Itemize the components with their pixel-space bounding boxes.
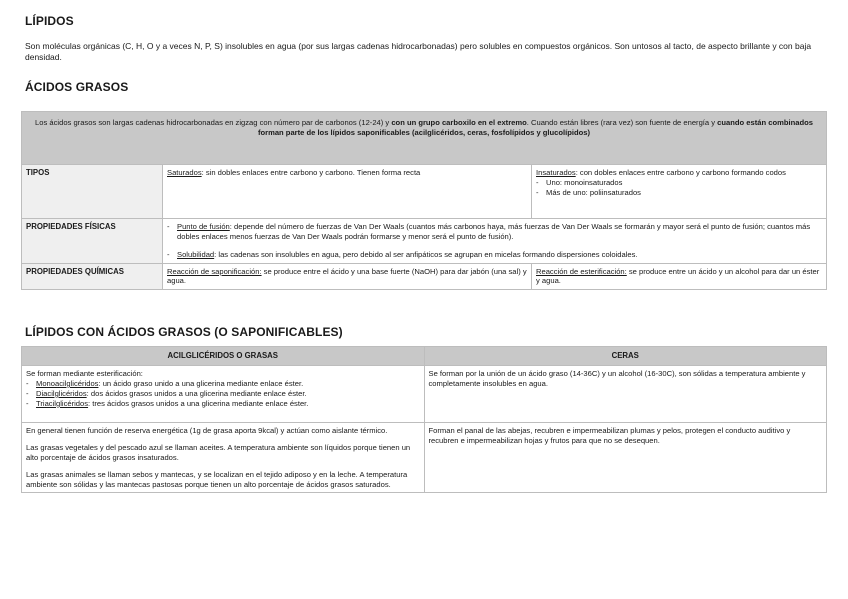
tipos-row <box>22 165 827 219</box>
saturados-term: Saturados <box>167 168 202 177</box>
acil-paragraph: Las grasas animales se llaman sebos y mantecas, y se localizan en el tejido adiposo y en la leche. A temperatura ambiente son sólidas y las mantecas pastosas porque tienen un alto porcentaje de ácidos grasos saturados. <box>26 469 408 489</box>
saponificables-table <box>21 346 827 493</box>
intro-text-b: con un grupo carboxilo en el extremo <box>391 118 527 127</box>
acidos-grasos-heading: ÁCIDOS GRASOS <box>25 80 129 94</box>
quimicas-label: PROPIEDADES QUÍMICAS <box>22 263 163 290</box>
acidos-grasos-table <box>21 111 827 290</box>
di-text: : dos ácidos grasos unidos a una glicerina mediante enlace éster. <box>86 388 307 398</box>
saponificacion-term: Reacción de saponificación: <box>167 266 262 276</box>
list-item <box>26 389 420 399</box>
intro-text-c: . Cuando están libres (rara vez) son fuente de energía y <box>526 118 716 127</box>
table-row <box>22 423 827 493</box>
intro-text-d: cuando están combinados forman parte de los lípidos saponificables (acilglicéridos, ceras, fosfolípidos y glucolípidos) <box>257 118 813 137</box>
acilgliceridos-formacion-cell <box>22 366 425 423</box>
mono-text: : un ácido graso unido a una glicerina mediante enlace éster. <box>98 378 304 388</box>
acil-intro: Se forman mediante esterificación: <box>26 369 143 379</box>
list-item <box>26 379 420 389</box>
esterificacion-term: Reacción de esterificación: <box>536 266 627 276</box>
lipidos-heading: LÍPIDOS <box>25 14 74 28</box>
acilgliceridos-funcion-cell <box>22 423 425 493</box>
fisicas-list <box>167 222 822 260</box>
saturados-cell <box>163 165 532 219</box>
solubilidad-term: Solubilidad <box>177 249 215 259</box>
acidos-grasos-intro <box>22 112 827 165</box>
ceras-funcion-cell: Forman el panal de las abejas, recubren e impermeabilizan plumas y pelos, protegen el conducto auditivo y recubren e impermeabilizan hojas y frutos para que no se desequen. <box>424 423 827 493</box>
fisicas-label: PROPIEDADES FÍSICAS <box>22 219 163 264</box>
table-row <box>22 366 827 423</box>
list-item: - Más de uno: poliinsaturados <box>536 188 822 198</box>
tri-text: : tres ácidos grasos unidos a una glicerina mediante enlace éster. <box>88 398 309 408</box>
esterificacion-cell <box>532 263 827 290</box>
quimicas-row <box>22 263 827 290</box>
acil-paragraph: Las grasas vegetales y del pescado azul se llaman aceites. A temperatura ambiente son líquidos porque tienen un alto porcentaje de ácidos grasos insaturados. <box>26 442 411 462</box>
insaturados-cell <box>532 165 827 219</box>
saponificacion-text: se produce entre el ácido y una base fuerte (NaOH) para dar jabón (una sal) y agua. <box>167 266 527 286</box>
ceras-header: CERAS <box>424 347 827 366</box>
di-term: Diacilglicéridos <box>36 388 87 398</box>
mono-term: Monoacilglicéridos <box>36 378 99 388</box>
esterificacion-text: se produce entre un ácido y un alcohol para dar un éster y agua. <box>536 266 820 286</box>
insaturados-list <box>536 178 822 198</box>
saturados-text: : sin dobles enlaces entre carbono y carbono. Tienen forma recta <box>201 168 421 177</box>
list-item <box>167 222 822 242</box>
list-item: - Uno: monoinsaturados <box>536 178 822 188</box>
tipos-label: TIPOS <box>22 165 163 219</box>
tri-term: Triacilglicéridos <box>36 398 89 408</box>
lipidos-definition: Son moléculas orgánicas (C, H, O y a veces N, P, S) insolubles en agua (por sus largas cadenas hidrocarbonadas) pero solubles en compuestos orgánicos. Son untosos al tacto, de aspecto brillante y con baja densidad. <box>25 41 812 62</box>
solubilidad-text: : las cadenas son insolubles en agua, pero debido al ser anfipáticos se agrupan en micelas formando dispersiones coloidales. <box>214 249 638 259</box>
list-item <box>167 250 822 260</box>
list-item <box>26 399 420 409</box>
acil-list <box>26 379 420 409</box>
fisicas-row <box>22 219 827 264</box>
fusion-text: : depende del número de fuerzas de Van Der Waals (cuantos más carbonos haya, más fuerzas de Van Der Waals se formarán y mayor será el punto de fusión; cuantos más dobles enlaces menos fuerzas de Van Der Waals podrán formarse y menor será el punto de fusión). <box>177 222 811 241</box>
fusion-term: Punto de fusión <box>177 222 230 231</box>
acilgliceridos-header: ACILGLICÉRIDOS O GRASAS <box>22 347 425 366</box>
saponificacion-cell <box>163 263 532 290</box>
intro-text-a: Los ácidos grasos son largas cadenas hidrocarbonadas en zigzag con número par de carbonos (12-24) y <box>35 118 390 127</box>
ceras-formacion-cell: Se forman por la unión de un ácido graso (14-36C) y un alcohol (16-30C), son sólidas a temperatura ambiente y completamente insolubles en agua. <box>424 366 827 423</box>
insaturados-term: Insaturados <box>536 168 576 177</box>
saponificables-heading: LÍPIDOS CON ÁCIDOS GRASOS (O SAPONIFICABLES) <box>25 325 343 339</box>
acil-paragraph: En general tienen función de reserva energética (1g de grasa aporta 9kcal) y actúan como aislante térmico. <box>26 426 388 436</box>
fisicas-cell <box>163 219 827 264</box>
insaturados-text: : con dobles enlaces entre carbono y carbono formando codos <box>575 168 786 177</box>
